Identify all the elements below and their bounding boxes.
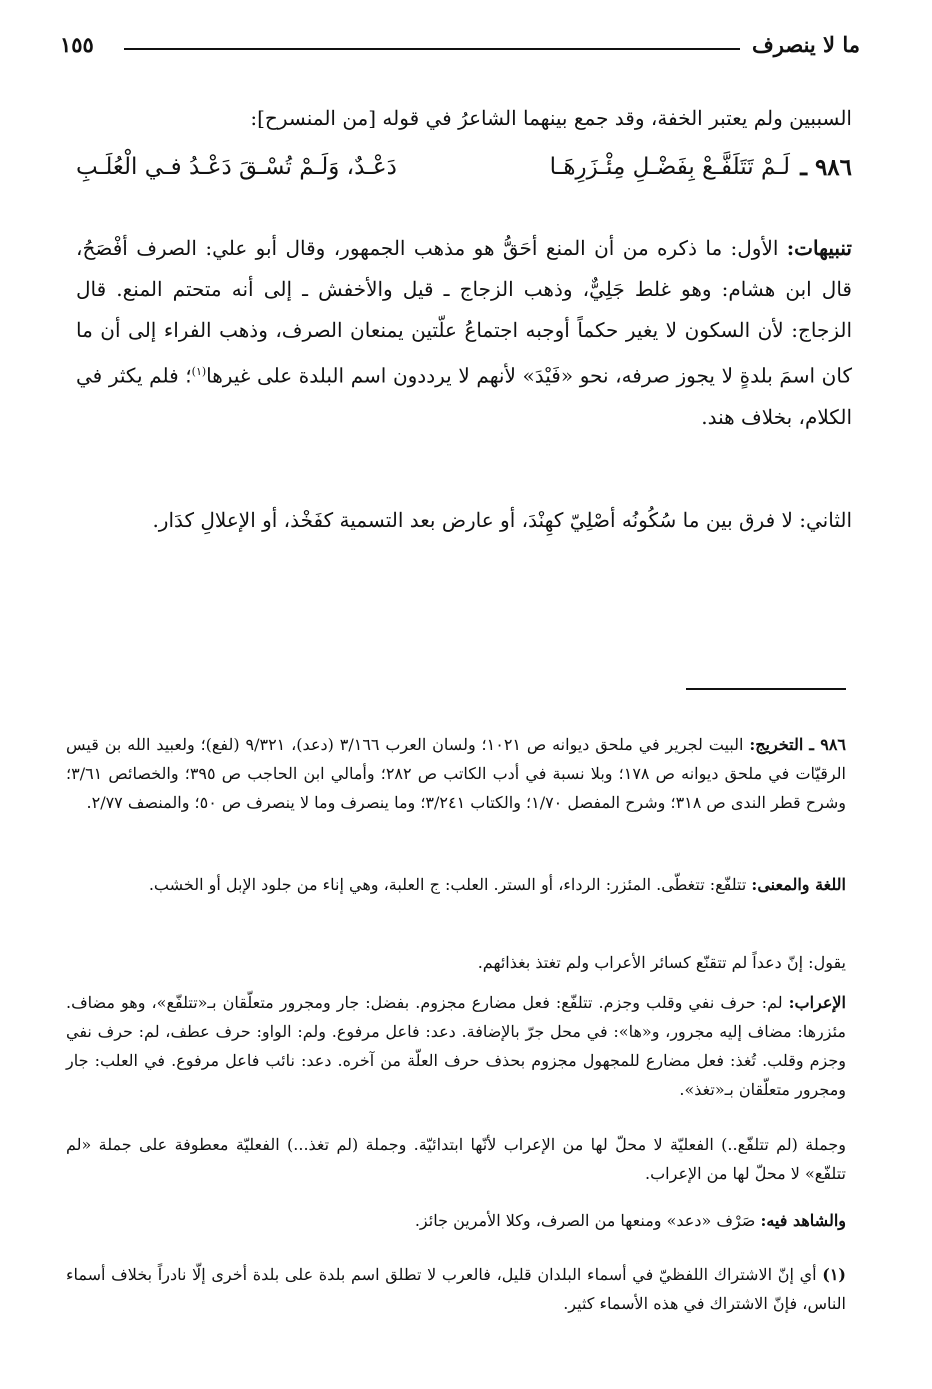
notes-heading: تنبيهات: (786, 236, 852, 260)
jumla-text: وجملة (لم تتلفّع..) الفعليّة لا محلّ لها من الإعراب لأنّها ابتدائيّة. وجملة (لم تغذ...) الفعليّة معطوفة على جملة «لم تتلفّع» لا محلّ لها من الإعراب. (66, 1135, 846, 1183)
takhrij-number: ٩٨٦ ـ (809, 735, 847, 754)
footnote-reference: (١) (191, 365, 207, 378)
footnote-irab (66, 988, 846, 1104)
first-note-text: الأول: ما ذكره من أن المنع أحَقُّ هو مذهب الجمهور، وقال أبو علي: الصرف أفْصَحُ، قال ابن هشام: وهو غلط جَلِيٌّ، وذهب الزجاج ـ قيل والأخفش ـ إلى أنه متحتم المنع. قال الزجاج: لأن السكون لا يغير حكماً أوجبه اجتماعُ علّتين يمنعان الصرف، وذهب الفراء إلى أن ما كان اسمَ بلدةٍ لا يجوز صرفه، نحو «فَيْدَ» لأنهم لا يرددون اسم البلدة على غيرها (76, 236, 853, 388)
footnote-lugha (66, 870, 846, 899)
footnote-one (66, 1260, 846, 1318)
footnote-one-number: (١) (822, 1265, 846, 1284)
footnote-yaqul (66, 948, 846, 977)
verse-first-hemistich: لَـمْ تَتَلَفَّـعْ بِفَضْـلِ مِئْـزَرِهَـا (549, 154, 790, 180)
lugha-label: اللغة والمعنى: (751, 875, 846, 894)
footnote-jumla (66, 1130, 846, 1188)
verse-number: ٩٨٦ ـ (800, 154, 852, 181)
lugha-text: تتلفّع: تتغطّى. المئزر: الرداء، أو الستر. العلب: ج العلبة، وهي إناء من جلود الإبل أو الخشب. (148, 875, 747, 894)
irab-label: الإعراب: (788, 993, 846, 1012)
header-rule (124, 48, 740, 50)
shahid-text: صَرْف «دعد» ومنعها من الصرف، وكلا الأمرين جائز. (414, 1211, 756, 1230)
second-note-paragraph (76, 500, 852, 541)
second-note-text: الثاني: لا فرق بين ما سُكُونُه أصْلِيّ كهِنْدَ، أو عارض بعد التسمية كفَخْذ، أو الإعلالِ كدَار. (152, 508, 852, 532)
intro-line: السببين ولم يعتبر الخفة، وقد جمع بينهما الشاعرُ في قوله [من المنسرح]: (250, 106, 852, 130)
page-header (60, 30, 860, 64)
irab-text: لم: حرف نفي وقلب وجزم. تتلفّع: فعل مضارع مجزوم. بفضل: جار ومجرور متعلّقان بـ«تتلفّع»، وهو مضاف. مئزرها: مضاف إليه مجرور، و«ها»: في محل جرّ بالإضافة. دعد: فاعل مرفوع. ولم: الواو: حرف عطف، لم: حرف نفي وجزم وقلب. تُغذ: فعل مضارع للمجهول مجزوم بحذف حرف العلّة من آخره. دعد: نائب فاعل مرفوع. في العلب: جار ومجرور متعلّقان بـ«تغذ». (66, 993, 846, 1099)
takhrij-label: التخريج: (749, 735, 804, 754)
shahid-label: والشاهد فيه: (760, 1211, 846, 1230)
footnote-one-text: أي إنّ الاشتراك اللفظيّ في أسماء البلدان قليل، فالعرب لا تطلق اسم بلدة على بلدة أخرى إلّا نادراً بخلاف أسماء الناس، فإنّ الاشتراك في هذه الأسماء كثير. (66, 1265, 846, 1313)
takhrij-text: البيت لجرير في ملحق ديوانه ص ١٠٢١؛ ولسان العرب ٣/١٦٦ (دعد)، ٩/٣٢١ (لفع)؛ ولعبيد الله بن قيس الرقيّات في ملحق ديوانه ص ١٧٨؛ وبلا نسبة في أدب الكاتب ص ٢٨٢؛ وأمالي ابن الحاجب ص ٣٩٥؛ والخصائص ٣/٦١؛ وشرح قطر الندى ص ٣١٨؛ وشرح المفصل ١/٧٠؛ والكتاب ٣/٢٤١؛ وما ينصرف وما لا ينصرف ص ٥٠؛ والمنصف ٢/٧٧. (66, 735, 847, 812)
footnote-separator (686, 688, 846, 690)
footnote-takhrij (66, 730, 846, 817)
first-note-tail: ؛ فلم يكثر في الكلام، بخلاف هند. (76, 363, 852, 429)
verse-line (76, 150, 852, 194)
intro-line-block (76, 98, 852, 138)
yaqul-text: يقول: إنّ دعداً لم تتقنّع كسائر الأعراب ولم تغتذ بغذائهم. (477, 953, 846, 972)
first-note-paragraph (76, 228, 852, 438)
page-number: ١٥٥ (60, 32, 94, 57)
running-title: ما لا ينصرف (752, 32, 860, 57)
footnote-shahid (66, 1206, 846, 1235)
verse-second-hemistich: دَعْـدٌ، وَلَـمْ تُسْـقَ دَعْـدُ فـي الْعُلَـبِ (76, 154, 397, 180)
